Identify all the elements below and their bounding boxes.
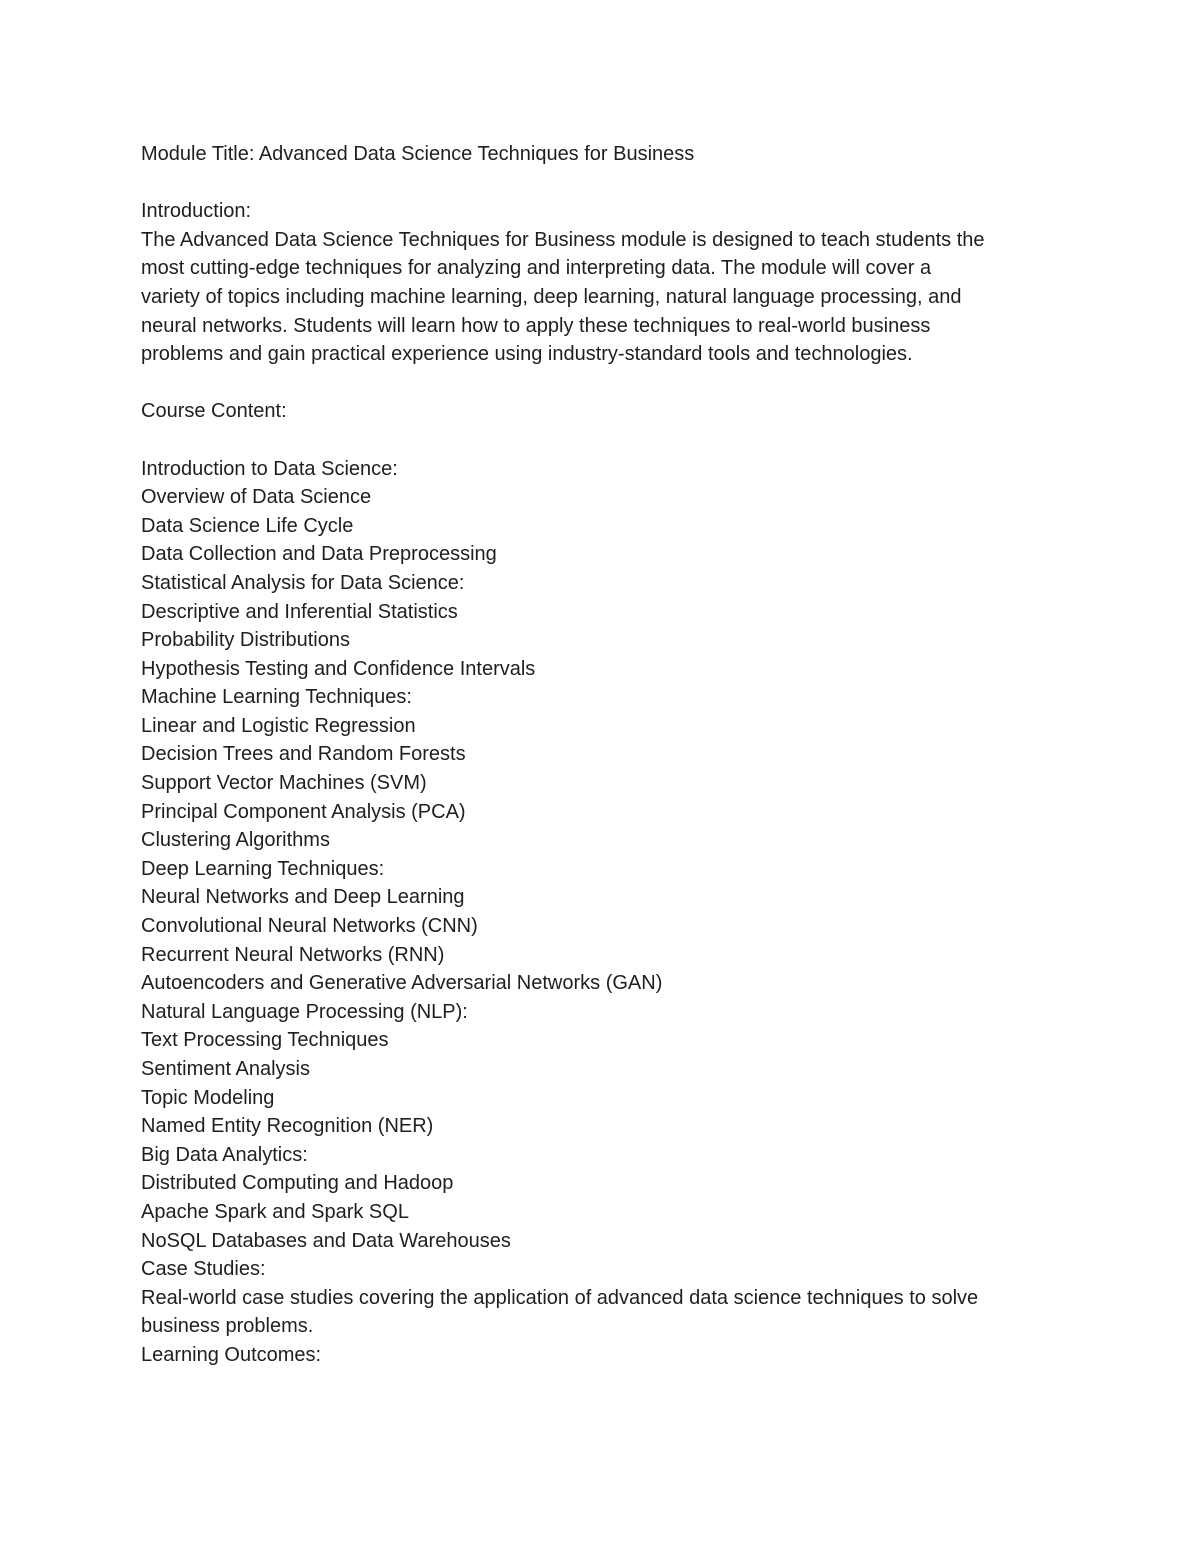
list-item: Descriptive and Inferential Statistics bbox=[141, 600, 458, 623]
list-item: Data Collection and Data Preprocessing bbox=[141, 543, 497, 566]
section-heading-machine-learning: Machine Learning Techniques: bbox=[141, 686, 412, 709]
list-item: Hypothesis Testing and Confidence Intervals bbox=[141, 657, 536, 680]
blank-line bbox=[141, 369, 1071, 398]
section-heading-big-data: Big Data Analytics: bbox=[141, 1143, 308, 1166]
list-item: Text Processing Techniques bbox=[141, 1029, 389, 1052]
section-heading-learning-outcomes: Learning Outcomes: bbox=[141, 1343, 322, 1366]
blank-line bbox=[141, 169, 1071, 198]
blank-line bbox=[141, 426, 1071, 455]
list-item: Distributed Computing and Hadoop bbox=[141, 1172, 454, 1195]
list-item: Apache Spark and Spark SQL bbox=[141, 1200, 409, 1223]
introduction-line: most cutting-edge techniques for analyzing and interpreting data. The module will cover a bbox=[141, 257, 932, 280]
list-item: Decision Trees and Random Forests bbox=[141, 743, 466, 766]
introduction-paragraph bbox=[141, 226, 1071, 369]
section-heading-deep-learning: Deep Learning Techniques: bbox=[141, 857, 385, 880]
list-item: Sentiment Analysis bbox=[141, 1058, 310, 1080]
document-page bbox=[141, 140, 1071, 1370]
list-item: Topic Modeling bbox=[141, 1086, 275, 1109]
list-item: Principal Component Analysis (PCA) bbox=[141, 800, 466, 823]
course-content-list bbox=[141, 455, 1071, 1370]
list-item: Convolutional Neural Networks (CNN) bbox=[141, 915, 478, 938]
list-item: Linear and Logistic Regression bbox=[141, 714, 416, 737]
module-title: Module Title: Advanced Data Science Techniques for Business bbox=[141, 143, 695, 165]
list-item: Real-world case studies covering the application of advanced data science techniques to solve bbox=[141, 1286, 979, 1309]
list-item: NoSQL Databases and Data Warehouses bbox=[141, 1229, 511, 1252]
section-heading-nlp: Natural Language Processing (NLP): bbox=[141, 1000, 468, 1023]
list-item: Probability Distributions bbox=[141, 629, 350, 652]
list-item: Neural Networks and Deep Learning bbox=[141, 886, 465, 909]
introduction-line: neural networks. Students will learn how to apply these techniques to real-world business bbox=[141, 314, 931, 337]
course-content-heading: Course Content: bbox=[141, 400, 287, 423]
introduction-heading: Introduction: bbox=[141, 200, 252, 223]
list-item: Clustering Algorithms bbox=[141, 829, 330, 852]
section-heading-statistics: Statistical Analysis for Data Science: bbox=[141, 571, 465, 594]
introduction-line: variety of topics including machine learning, deep learning, natural language processing, and bbox=[141, 285, 962, 308]
list-item: Data Science Life Cycle bbox=[141, 514, 354, 537]
list-item: Support Vector Machines (SVM) bbox=[141, 772, 427, 795]
list-item: Recurrent Neural Networks (RNN) bbox=[141, 943, 445, 966]
introduction-line: The Advanced Data Science Techniques for Business module is designed to teach students the bbox=[141, 228, 985, 251]
section-heading-case-studies: Case Studies: bbox=[141, 1258, 266, 1281]
list-item: business problems. bbox=[141, 1315, 314, 1338]
list-item: Autoencoders and Generative Adversarial Networks (GAN) bbox=[141, 972, 663, 995]
list-item: Named Entity Recognition (NER) bbox=[141, 1115, 434, 1138]
section-heading-introduction: Introduction to Data Science: bbox=[141, 457, 398, 480]
introduction-line: problems and gain practical experience using industry-standard tools and technologies. bbox=[141, 343, 913, 366]
list-item: Overview of Data Science bbox=[141, 486, 372, 509]
